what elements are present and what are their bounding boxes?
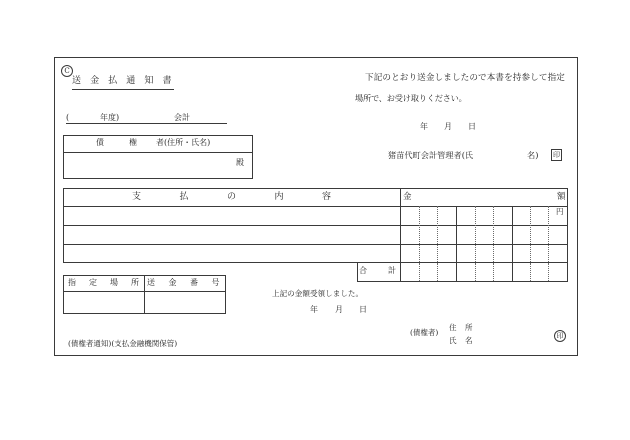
creditor-header-char-2: 権 [129, 138, 137, 147]
remittance-number-header: 送金番号 [147, 278, 233, 287]
treasurer-label: 猪苗代町会計管理者(氏 [388, 150, 474, 160]
amount-header-left: 金 [403, 192, 412, 202]
creditor-name-cell [64, 153, 252, 178]
currency-unit: 円 [556, 207, 564, 216]
issue-date-year: 年 [420, 122, 428, 131]
receipt-date-day: 日 [359, 305, 367, 314]
digit-divider [419, 206, 420, 262]
form-title: 送金払通知書 [72, 76, 181, 86]
footer-note: (債権者通知)(支払金融機関保管) [68, 339, 178, 348]
digit-divider [437, 206, 438, 262]
issue-date-month: 月 [444, 122, 452, 131]
account-label: 会計 [174, 113, 190, 122]
treasurer-seal-box: 印 [551, 149, 562, 161]
details-amount-divider [400, 189, 401, 262]
creditor-header-rest: 者(住所・氏名) [156, 138, 211, 147]
digit-divider [548, 206, 549, 262]
treasurer-label-end: 名) [527, 150, 539, 160]
digit-divider [493, 263, 494, 281]
digit-divider [475, 206, 476, 262]
digit-divider [530, 206, 531, 262]
digit-divider [493, 206, 494, 262]
designated-place-header: 指定場所 [68, 278, 152, 287]
creditor-header-char-1: 債 [96, 138, 104, 147]
fiscal-year-underline [66, 123, 227, 124]
digit-group-divider [512, 206, 513, 262]
details-row [64, 245, 567, 262]
total-label: 合計 [359, 266, 417, 275]
digit-divider [475, 263, 476, 281]
fiscal-open-paren: ( [66, 113, 70, 122]
notice-line-1: 下記のとおり送金しましたので本書を持参して指定 [365, 73, 565, 83]
digit-group-divider [456, 206, 457, 262]
receipt-creditor-label: (債権者) [410, 328, 439, 337]
digit-divider [530, 263, 531, 281]
details-header-label: 支払の内容 [132, 192, 370, 202]
digit-group-divider [512, 263, 513, 281]
details-row [64, 226, 567, 245]
details-row [64, 207, 567, 226]
notice-line-2: 場所で、お受け取りください。 [355, 93, 467, 103]
receipt-seal-circle: 印 [554, 330, 566, 342]
form-title-underline [72, 89, 174, 90]
receipt-date-month: 月 [335, 305, 343, 314]
fiscal-year-label: 年度) [100, 113, 120, 122]
digit-divider [419, 263, 420, 281]
corner-mark: C [61, 65, 73, 77]
digit-divider [548, 263, 549, 281]
receipt-statement: 上記の金額受領しました。 [272, 289, 364, 298]
issue-date-day: 日 [468, 122, 476, 131]
receipt-name-label: 氏名 [449, 336, 481, 345]
receipt-date-year: 年 [310, 305, 318, 314]
receipt-address-label: 住所 [449, 323, 481, 332]
digit-divider [437, 263, 438, 281]
creditor-honorific: 殿 [236, 158, 244, 167]
amount-header-right: 額 [557, 192, 566, 202]
digit-group-divider [456, 263, 457, 281]
